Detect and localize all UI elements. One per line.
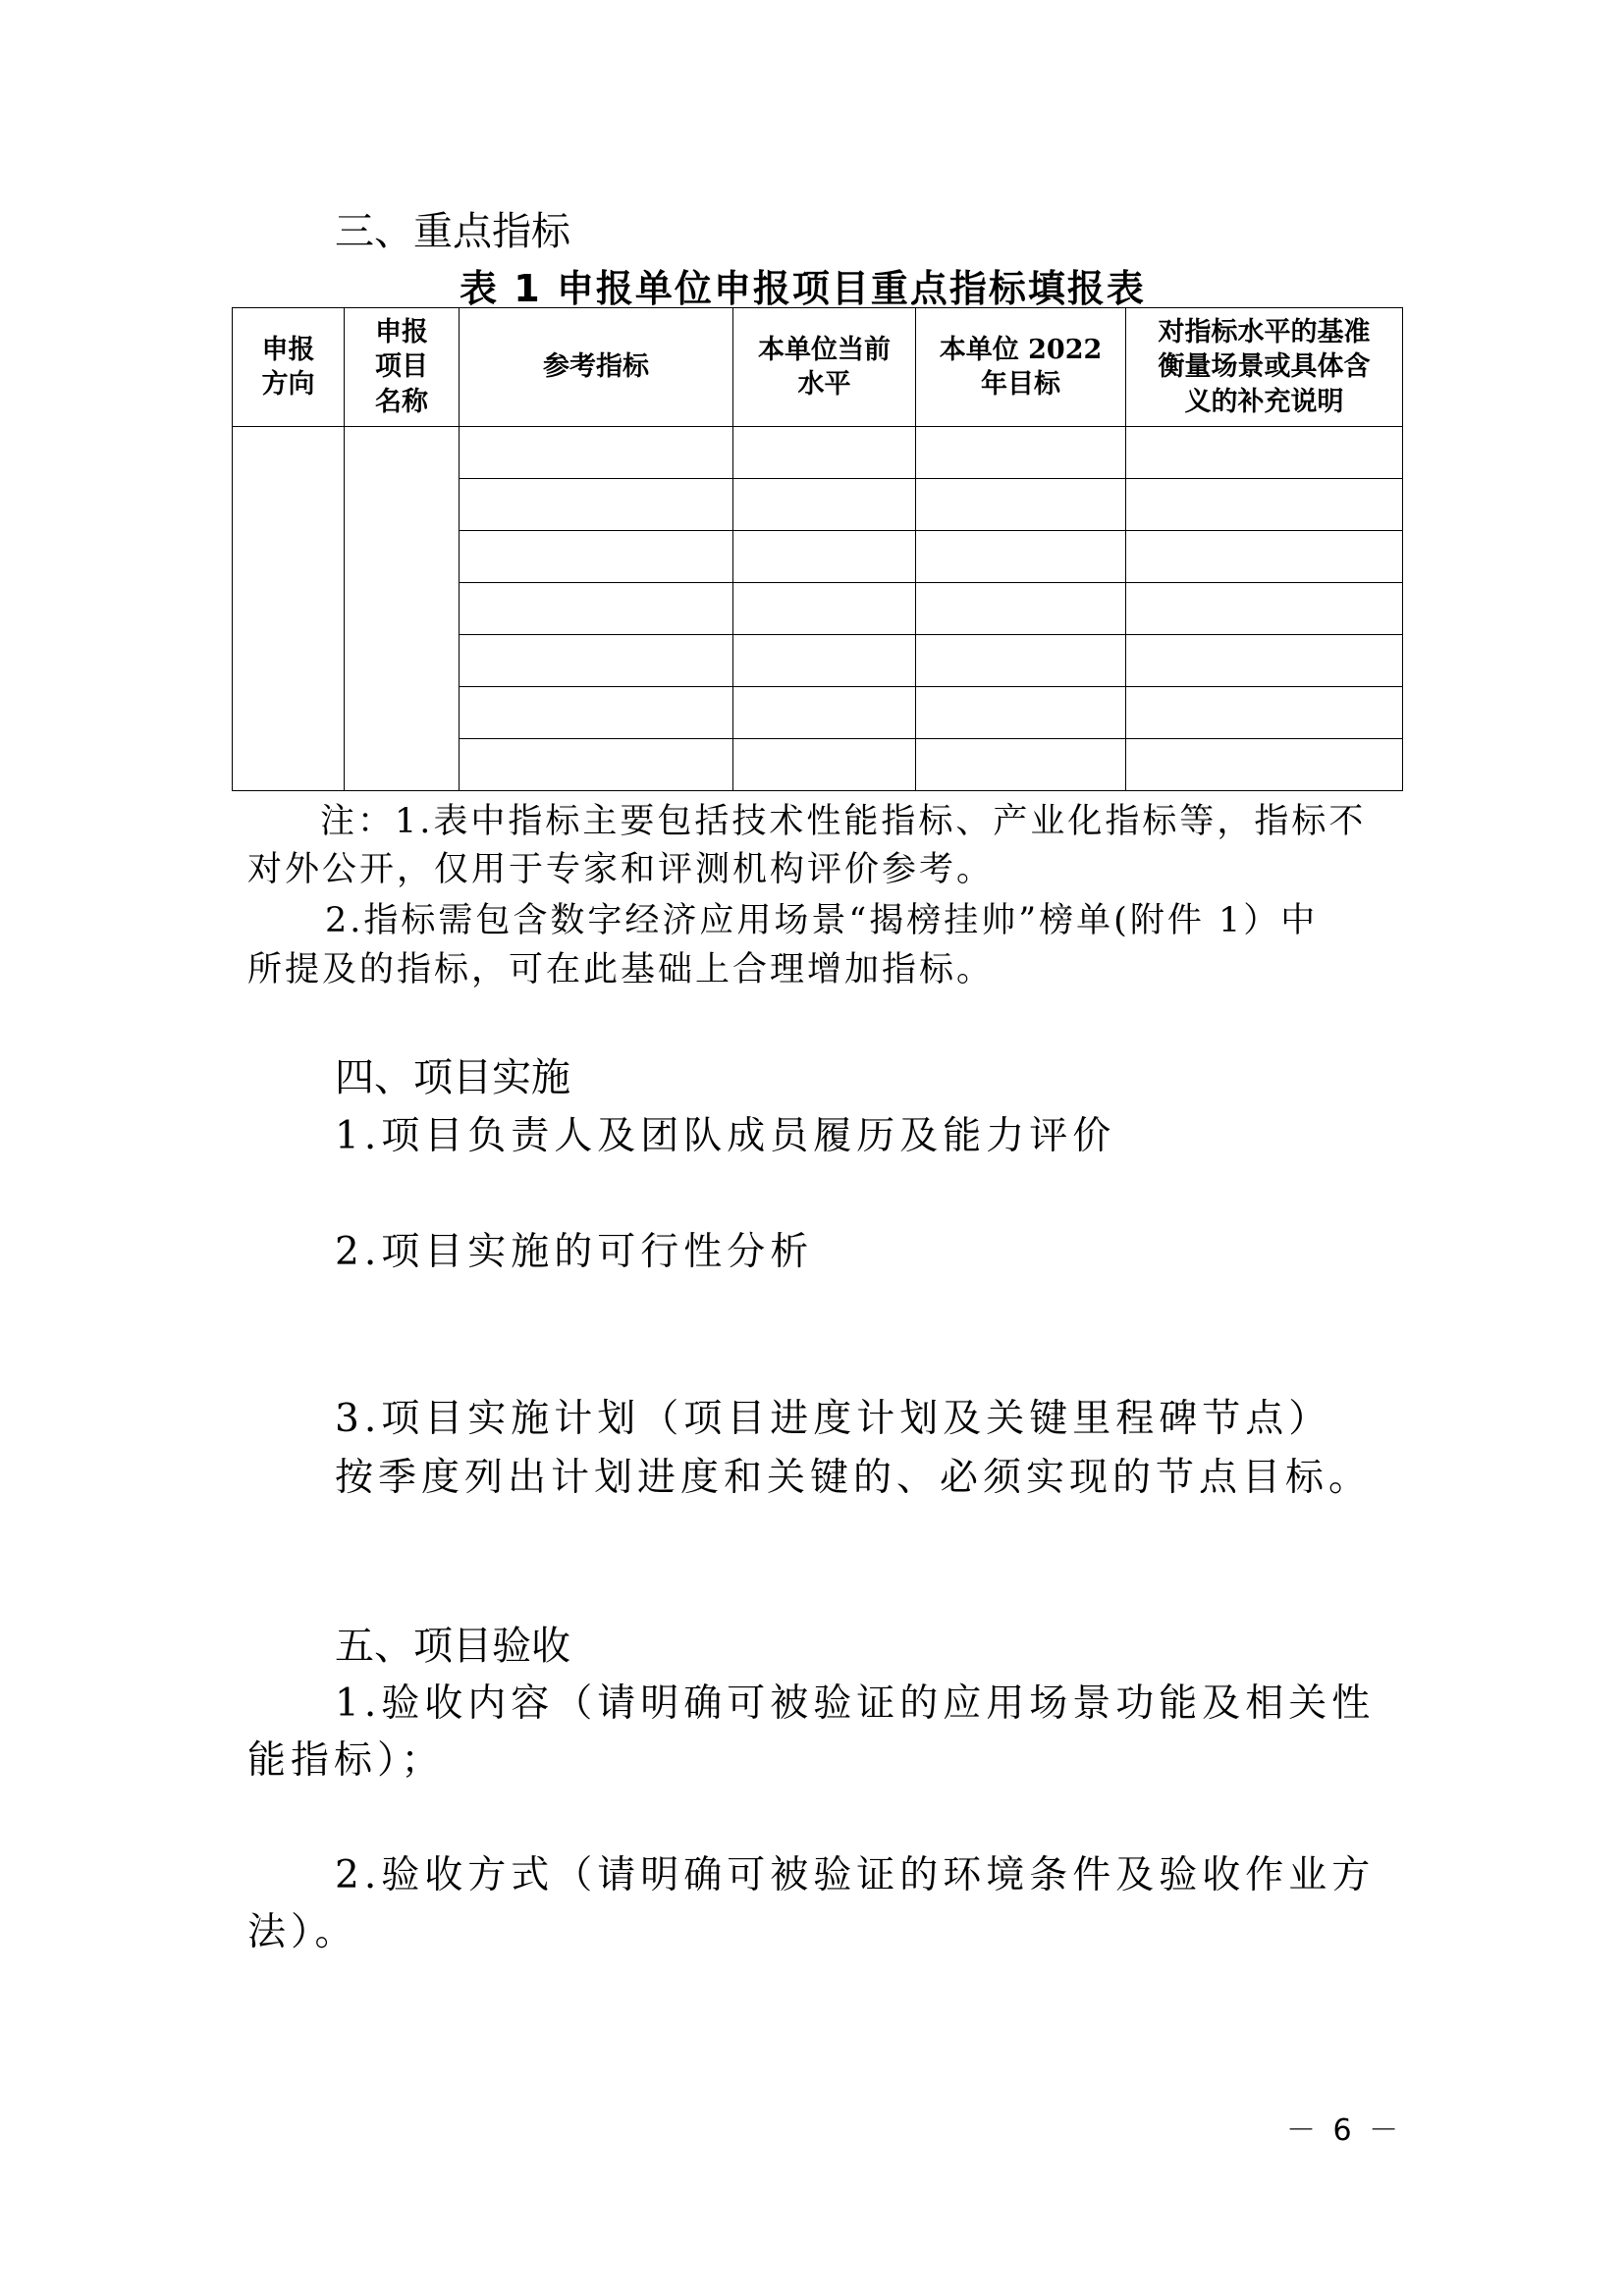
cell-current[interactable]: [733, 531, 916, 583]
indicator-table: [232, 307, 1403, 791]
note-1-line-2: 对外公开，仅用于专家和评测机构评价参考。: [247, 850, 995, 889]
section-heading-implementation: 四、项目实施: [335, 1055, 570, 1100]
table-row: [233, 427, 1403, 479]
cell-current[interactable]: [733, 427, 916, 479]
cell-target[interactable]: [916, 635, 1126, 687]
cell-current[interactable]: [733, 635, 916, 687]
implementation-item-3: 3.项目实施计划（项目进度计划及关键里程碑节点）: [335, 1397, 1332, 1441]
section-heading-key-indicators: 三、重点指标: [335, 209, 570, 254]
implementation-item-2: 2.项目实施的可行性分析: [335, 1230, 814, 1274]
cell-target[interactable]: [916, 687, 1126, 739]
cell-current[interactable]: [733, 583, 916, 635]
cell-target[interactable]: [916, 479, 1126, 531]
table-caption: 表 1 申报单位申报项目重点指标填报表: [460, 267, 1146, 310]
note-2-line-1: 2.指标需包含数字经济应用场景“揭榜挂帅”榜单(附件 1）中: [325, 901, 1319, 940]
cell-target[interactable]: [916, 427, 1126, 479]
header-project-name: 申报 项目 名称: [345, 308, 460, 427]
note-2-line-2: 所提及的指标，可在此基础上合理增加指标。: [247, 950, 995, 989]
page-number: － 6 －: [1286, 2113, 1403, 2148]
cell-target[interactable]: [916, 531, 1126, 583]
implementation-item-1: 1.项目负责人及团队成员履历及能力评价: [335, 1114, 1116, 1158]
cell-target[interactable]: [916, 739, 1126, 791]
acceptance-item-2-line-1: 2.验收方式（请明确可被验证的环境条件及验收作业方: [335, 1853, 1376, 1897]
acceptance-item-1-line-2: 能指标）；: [247, 1738, 445, 1783]
cell-indicator[interactable]: [460, 687, 733, 739]
note-1-line-1: 注：1.表中指标主要包括技术性能指标、产业化指标等，指标不: [320, 802, 1367, 841]
header-2022-target: 本单位 2022 年目标: [916, 308, 1126, 427]
acceptance-item-2-line-2: 法）。: [247, 1910, 358, 1954]
cell-project-name[interactable]: [345, 427, 460, 791]
cell-note[interactable]: [1126, 739, 1403, 791]
header-reference-indicator: 参考指标: [460, 308, 733, 427]
cell-current[interactable]: [733, 739, 916, 791]
cell-note[interactable]: [1126, 583, 1403, 635]
cell-note[interactable]: [1126, 687, 1403, 739]
cell-note[interactable]: [1126, 635, 1403, 687]
cell-indicator[interactable]: [460, 583, 733, 635]
acceptance-item-1-line-1: 1.验收内容（请明确可被验证的应用场景功能及相关性: [335, 1682, 1376, 1726]
cell-indicator[interactable]: [460, 427, 733, 479]
implementation-item-3-desc: 按季度列出计划进度和关键的、必须实现的节点目标。: [335, 1456, 1373, 1500]
cell-direction[interactable]: [233, 427, 345, 791]
cell-current[interactable]: [733, 479, 916, 531]
section-heading-acceptance: 五、项目验收: [335, 1624, 570, 1669]
cell-note[interactable]: [1126, 479, 1403, 531]
cell-note[interactable]: [1126, 531, 1403, 583]
header-supplementary-note: 对指标水平的基准 衡量场景或具体含 义的补充说明: [1126, 308, 1403, 427]
cell-target[interactable]: [916, 583, 1126, 635]
cell-indicator[interactable]: [460, 635, 733, 687]
cell-indicator[interactable]: [460, 531, 733, 583]
cell-current[interactable]: [733, 687, 916, 739]
cell-indicator[interactable]: [460, 739, 733, 791]
header-current-level: 本单位当前 水平: [733, 308, 916, 427]
cell-indicator[interactable]: [460, 479, 733, 531]
cell-note[interactable]: [1126, 427, 1403, 479]
header-direction: 申报 方向: [233, 308, 345, 427]
table-header-row: [233, 308, 1403, 427]
